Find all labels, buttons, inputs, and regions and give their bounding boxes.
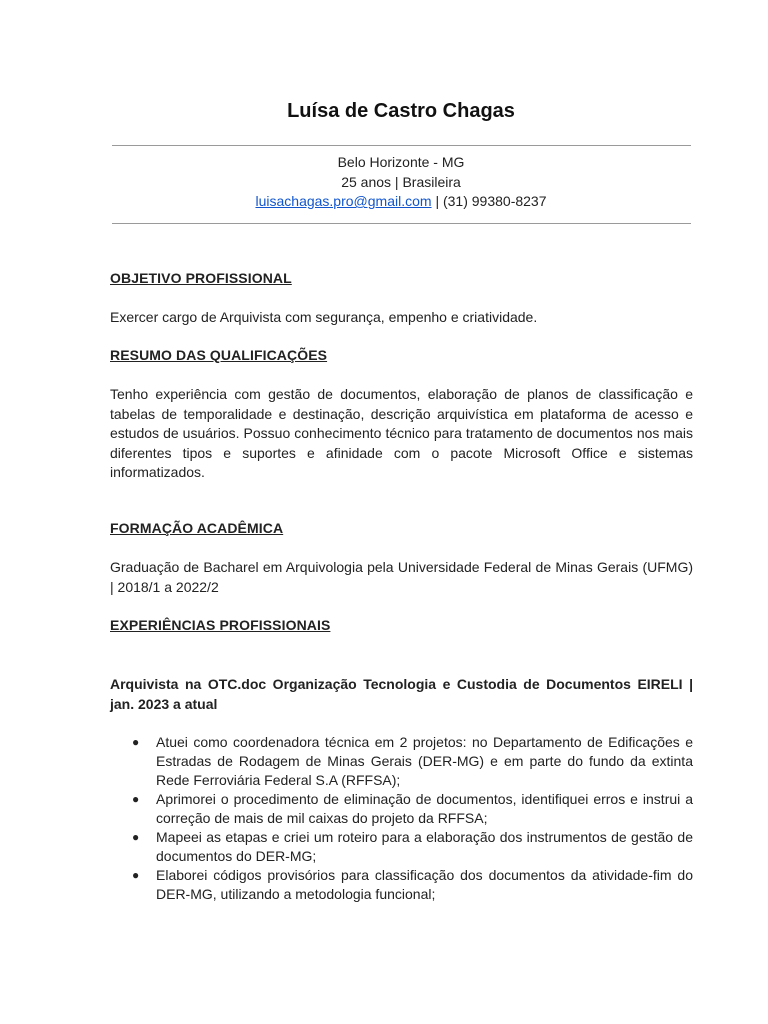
- job-title: Arquivista na OTC.doc Organização Tecnologia e Custodia de Documentos EIRELI | jan. 2023 a atual: [110, 676, 693, 712]
- candidate-name: Luísa de Castro Chagas: [287, 100, 515, 122]
- phone-text: | (31) 99380-8237: [431, 193, 547, 209]
- bullet-dot-icon: ●: [132, 792, 140, 806]
- education-text: Graduação de Bacharel em Arquivologia pela Universidade Federal de Minas Gerais (UFMG) | 2018/1 a 2022/2: [110, 559, 693, 595]
- contact-location: Belo Horizonte - MG: [337, 154, 465, 170]
- summary-text: Tenho experiência com gestão de documentos, elaboração de planos de classificação e tabelas de temporalidade e destinação, descrição arquivística em plataforma de acesso e estudos de usuários. Possuo conhecimento técnico para tratamento de documentos nos mais diferentes tipos e suportes e afinidade com o pacote Microsoft Office e sistemas informatizados.: [110, 386, 693, 480]
- experience-heading: EXPERIÊNCIAS PROFISSIONAIS: [110, 617, 331, 633]
- bullet-dot-icon: ●: [132, 868, 140, 882]
- experience-bullet-list: [110, 733, 693, 904]
- email-link[interactable]: luisachagas.pro@gmail.com: [255, 193, 432, 209]
- objective-heading: OBJETIVO PROFISSIONAL: [110, 270, 292, 286]
- list-item: ● Aprimorei o procedimento de eliminação de documentos, identifiquei erros e instrui a correção de mais de mil caixas do projeto da RFFSA;: [132, 791, 693, 826]
- bullet-dot-icon: ●: [132, 830, 140, 844]
- bottom-divider: [112, 223, 691, 224]
- contact-age-nationality: 25 anos | Brasileira: [341, 173, 461, 190]
- top-divider: [112, 145, 691, 146]
- objective-text: Exercer cargo de Arquivista com segurança, empenho e criatividade.: [110, 309, 538, 325]
- contact-email-phone: [0, 192, 768, 212]
- list-item: ● Mapeei as etapas e criei um roteiro para a elaboração dos instrumentos de gestão de documentos do DER-MG;: [132, 829, 693, 864]
- bullet-dot-icon: ●: [132, 735, 140, 749]
- list-item: ● Atuei como coordenadora técnica em 2 projetos: no Departamento de Edificações e Estradas de Rodagem de Minas Gerais (DER-MG) e em parte do fundo da extinta Rede Ferroviária Federal S.A (RFFSA);: [132, 734, 693, 788]
- list-item: ● Elaborei códigos provisórios para classificação dos documentos da atividade-fim do DER-MG, utilizando a metodologia funcional;: [132, 867, 693, 902]
- education-heading: FORMAÇÃO ACADÊMICA: [110, 520, 284, 536]
- summary-heading: RESUMO DAS QUALIFICAÇÕES: [110, 347, 328, 363]
